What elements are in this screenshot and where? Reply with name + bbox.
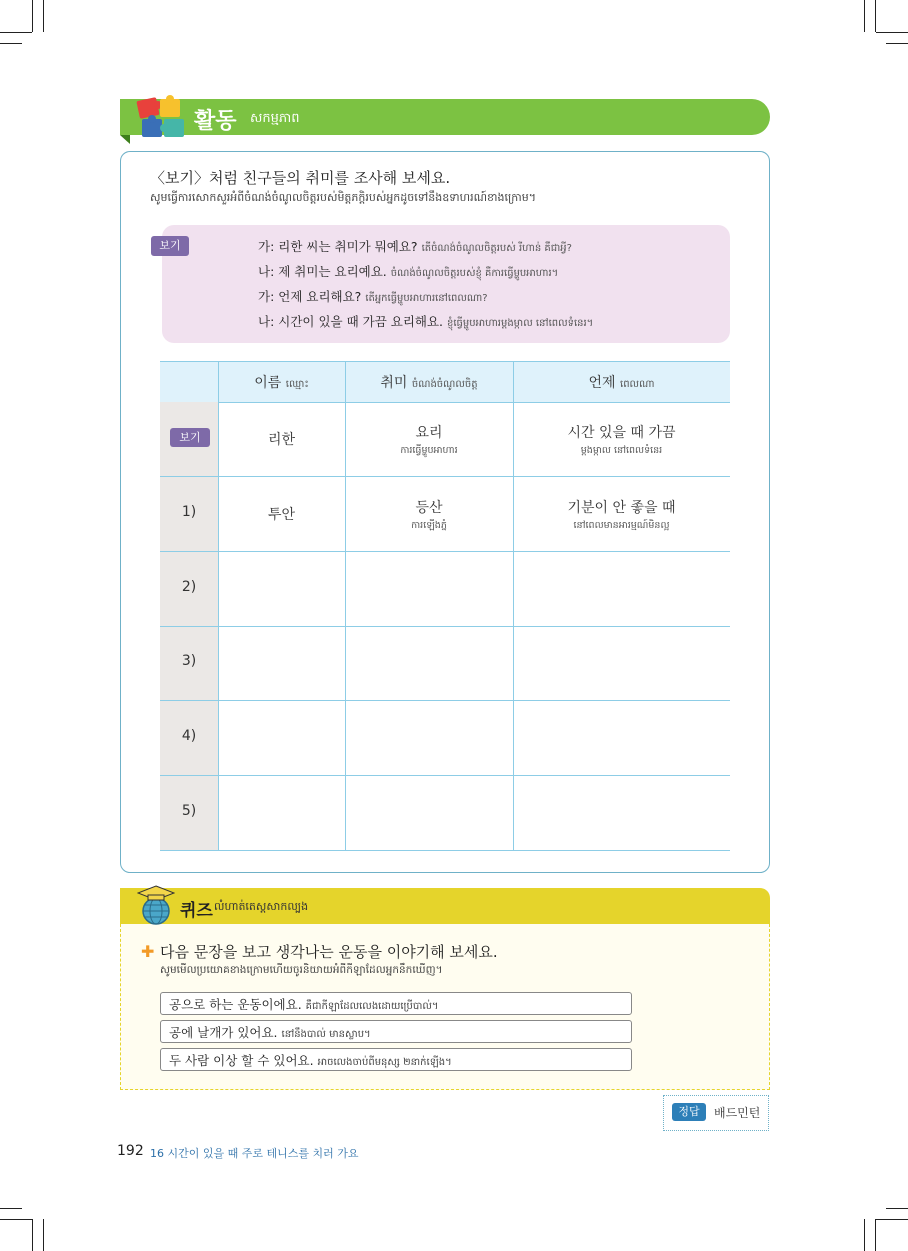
hint-ko: 두 사람 이상 할 수 있어요. xyxy=(169,1053,314,1068)
header-km: ចំណង់ចំណូលចិត្ត xyxy=(411,379,478,390)
cell-ko: 투안 xyxy=(267,507,296,523)
quiz-title: 퀴즈 xyxy=(180,901,213,921)
cell-ko: 요리 xyxy=(415,425,443,441)
cell-name xyxy=(218,504,345,524)
example-line-ko: 가: 언제 요리해요? xyxy=(258,289,362,304)
header-hobby xyxy=(345,372,513,392)
row-label: 1) xyxy=(181,504,197,520)
hint-km: គឺជាកីឡាដែលលេងដោយប្រើបាល់។ xyxy=(305,1001,439,1012)
quiz-hint xyxy=(160,1048,632,1071)
example-line-ko: 나: 시간이 있을 때 가끔 요리해요. xyxy=(258,314,444,329)
cell-km: នៅពេលមានអារម្មណ៍មិនល្អ xyxy=(573,520,670,531)
cell-when xyxy=(513,497,730,533)
crop-mark xyxy=(864,0,865,32)
activity-header-fold xyxy=(120,135,130,144)
header-when xyxy=(513,372,730,392)
header-ko: 이름 xyxy=(254,375,282,391)
quiz-question-km: សូមមើលប្រយោគខាងក្រោមហើយចូរនិយាយអំពីកីឡាដែលអ្នកនឹកឃើញ។ xyxy=(160,964,443,976)
quiz-subtitle: លំហាត់តេស្តសាកល្បង xyxy=(214,900,309,913)
crop-mark xyxy=(0,32,32,33)
example-line xyxy=(258,312,593,331)
row-label: 3) xyxy=(181,653,197,669)
crop-mark xyxy=(0,43,22,44)
row-label: 4) xyxy=(181,728,197,744)
answer-tag: 정답 xyxy=(672,1103,706,1121)
cell-km: ម្ដងម្កាល នៅពេលទំនេរ xyxy=(580,445,663,456)
cell-hobby xyxy=(345,497,513,533)
table-divider xyxy=(160,775,730,776)
cell-ko: 등산 xyxy=(415,500,443,516)
header-name xyxy=(218,372,345,392)
example-line-km: ខ្ញុំធ្វើម្ហូបអាហារម្ដងម្កាល នៅពេលទំនេរ។ xyxy=(447,318,594,329)
table-divider xyxy=(160,850,730,851)
crop-mark xyxy=(876,32,908,33)
crop-mark xyxy=(43,1219,44,1251)
cell-ko: 기분이 안 좋을 때 xyxy=(567,500,676,516)
hint-ko: 공으로 하는 운동이에요. xyxy=(169,997,302,1012)
example-line-km: តើចំណង់ចំណូលចិត្តរបស់ រីហាន់ គឺជាអ្វី? xyxy=(421,243,572,254)
crop-mark xyxy=(32,1219,33,1251)
graduation-globe-icon xyxy=(137,884,175,926)
cell-name xyxy=(218,429,345,449)
hint-km: អាចលេងចាប់ពីមនុស្ស ២នាក់ឡើង។ xyxy=(317,1057,452,1068)
activity-subtitle: សកម្មភាព xyxy=(250,111,300,126)
row-label: 2) xyxy=(181,579,197,595)
crop-mark xyxy=(32,0,33,32)
answer-text: 배드민턴 xyxy=(714,1106,761,1120)
crop-mark xyxy=(864,1219,865,1251)
row-label-example: 보기 xyxy=(170,428,210,447)
header-ko: 언제 xyxy=(588,375,616,391)
cell-ko: 리한 xyxy=(267,432,296,448)
quiz-hint xyxy=(160,1020,632,1043)
puzzle-icon xyxy=(136,95,186,141)
activity-title: 활동 xyxy=(194,109,237,134)
cell-km: ការធ្វើម្ហូបអាហារ xyxy=(400,445,458,456)
chapter-title: 16 시간이 있을 때 주로 테니스를 치러 가요 xyxy=(150,1147,359,1160)
example-line-km: ចំណង់ចំណូលចិត្តរបស់ខ្ញុំ គឺការធ្វើម្ហូបអាហារ។ xyxy=(390,268,559,279)
crop-mark xyxy=(0,1219,32,1220)
crop-mark xyxy=(875,0,876,32)
cell-when xyxy=(513,422,730,458)
table-divider xyxy=(160,476,730,477)
crop-mark xyxy=(0,1208,22,1209)
crop-mark xyxy=(876,1219,908,1220)
quiz-question: 다음 문장을 보고 생각나는 운동을 이야기해 보세요. xyxy=(160,943,498,961)
page-number: 192 xyxy=(117,1143,144,1159)
header-km: ពេលណា xyxy=(620,379,655,390)
example-line-ko: 나: 제 취미는 요리예요. xyxy=(258,264,387,279)
hint-ko: 공에 날개가 있어요. xyxy=(169,1025,278,1040)
question-subtitle: សូមធ្វើការសោកសួរអំពីចំណង់ចំណូលចិត្តរបស់មិត្តភក្ដិរបស់អ្នកដូចទៅនឹងឧទាហរណ៍ខាងក្រោម។ xyxy=(150,191,536,204)
crop-mark xyxy=(875,1219,876,1251)
crop-mark xyxy=(43,0,44,32)
crop-mark xyxy=(886,1208,908,1209)
row-label: 5) xyxy=(181,803,197,819)
question-title: 〈보기〉처럼 친구들의 취미를 조사해 보세요. xyxy=(150,169,451,187)
cell-ko: 시간 있을 때 가끔 xyxy=(567,425,676,441)
cell-km: ការឡើងភ្នំ xyxy=(411,520,447,531)
cell-hobby xyxy=(345,422,513,458)
table-divider xyxy=(160,700,730,701)
table-divider xyxy=(160,626,730,627)
crop-mark xyxy=(886,43,908,44)
example-line-ko: 가: 리한 씨는 취미가 뭐예요? xyxy=(258,239,418,254)
quiz-hint xyxy=(160,992,632,1015)
example-line xyxy=(258,237,572,256)
example-line xyxy=(258,287,488,306)
example-line-km: តើអ្នកធ្វើម្ហូបអាហារនៅពេលណា? xyxy=(365,293,488,304)
header-ko: 취미 xyxy=(380,375,408,391)
plus-icon: ✚ xyxy=(141,942,155,961)
table-divider xyxy=(160,551,730,552)
example-line xyxy=(258,262,558,281)
example-tag: 보기 xyxy=(151,236,189,256)
header-km: ឈ្មោះ xyxy=(285,379,309,390)
hint-km: នៅនឹងបាល់ មានស្លាប។ xyxy=(281,1029,371,1040)
